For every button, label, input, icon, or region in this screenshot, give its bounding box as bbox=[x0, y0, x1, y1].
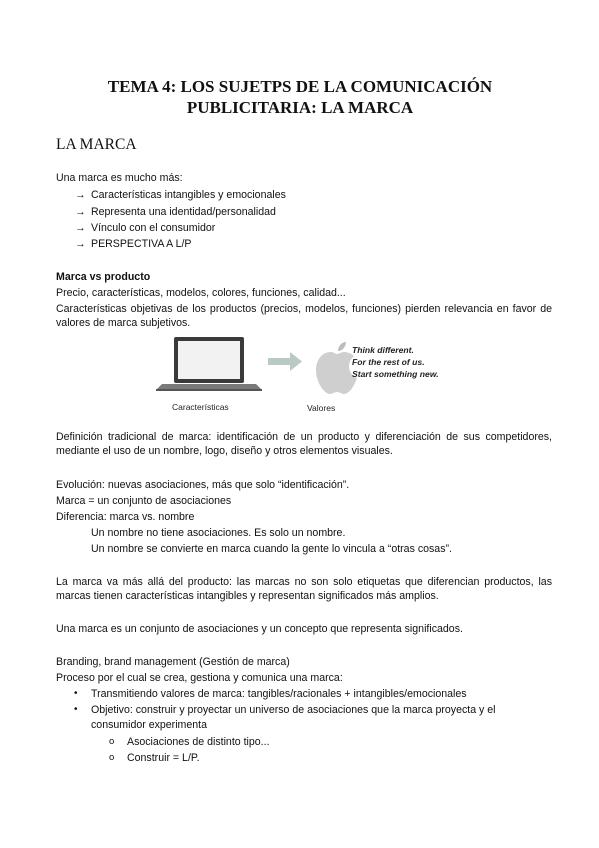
section-heading: LA MARCA bbox=[56, 136, 137, 153]
mas-alla-paragraph: La marca va más allá del producto: las marcas no son solo etiquetas que diferencian productos, las marcas tienen características intangibles y representan significados más amplios. bbox=[56, 576, 552, 602]
evolucion-subline: Un nombre se convierte en marca cuando la gente lo vincula a “otras cosas”. bbox=[91, 543, 452, 555]
branding-bullet: Transmitiendo valores de marca: tangibles/racionales + intangibles/emocionales bbox=[91, 688, 467, 700]
intro-item: Representa una identidad/personalidad bbox=[91, 206, 276, 218]
branding-heading: Branding, brand management (Gestión de marca) bbox=[56, 656, 290, 668]
slogan-line: For the rest of us. bbox=[352, 357, 425, 367]
intro-item: PERSPECTIVA A L/P bbox=[91, 238, 192, 250]
branding-subitem: Construir = L/P. bbox=[127, 752, 200, 764]
intro-item: Vínculo con el consumidor bbox=[91, 222, 216, 234]
conjunto-paragraph: Una marca es un conjunto de asociaciones y un concepto que representa significados. bbox=[56, 623, 463, 635]
slogan-line: Start something new. bbox=[352, 369, 439, 379]
evolucion-line: Diferencia: marca vs. nombre bbox=[56, 511, 195, 523]
bullet-icon: • bbox=[74, 688, 78, 699]
apple-logo-icon bbox=[316, 342, 357, 394]
bullet-icon: • bbox=[74, 704, 78, 715]
branding-bullet-continuation: consumidor experimenta bbox=[91, 719, 207, 731]
apple-slogan bbox=[352, 344, 439, 380]
document-title-line-1: TEMA 4: LOS SUJETPS DE LA COMUNICACIÓN bbox=[107, 77, 493, 96]
figure-label-characteristics: Características bbox=[172, 402, 229, 412]
intro-item: Características intangibles y emocionales bbox=[91, 189, 286, 201]
marca-vs-producto-line: Precio, características, modelos, colores, funciones, calidad... bbox=[56, 287, 346, 299]
marca-vs-producto-heading: Marca vs producto bbox=[56, 271, 151, 283]
evolucion-line: Evolución: nuevas asociaciones, más que solo “identificación”. bbox=[56, 479, 350, 491]
characteristics-vs-values-figure bbox=[150, 332, 460, 416]
slogan-line: Think different. bbox=[352, 345, 414, 355]
sub-bullet-icon: o bbox=[109, 736, 115, 747]
arrow-icon: → bbox=[75, 206, 86, 218]
arrow-right-icon bbox=[268, 352, 302, 371]
arrow-icon: → bbox=[75, 189, 86, 201]
evolucion-subline: Un nombre no tiene asociaciones. Es solo un nombre. bbox=[91, 527, 346, 539]
figure-label-values: Valores bbox=[307, 403, 336, 413]
branding-bullet: Objetivo: construir y proyectar un universo de asociaciones que la marca proyecta y el bbox=[91, 704, 496, 716]
definicion-paragraph: Definición tradicional de marca: identificación de un producto y diferenciación de sus competidores, mediante el uso de un nombre, logo, diseño y otros elementos visuales. bbox=[56, 431, 552, 457]
intro-lead: Una marca es mucho más: bbox=[56, 172, 183, 184]
laptop-icon bbox=[156, 337, 262, 391]
branding-subitem: Asociaciones de distinto tipo... bbox=[127, 736, 270, 748]
marca-vs-producto-paragraph: Características objetivas de los productos (precios, modelos, funciones) pierden relevancia en favor de valores de marca subjetivos. bbox=[56, 303, 552, 329]
arrow-icon: → bbox=[75, 222, 86, 234]
document-title-line-2: PUBLICITARIA: LA MARCA bbox=[186, 98, 414, 117]
sub-bullet-icon: o bbox=[109, 752, 115, 763]
evolucion-line: Marca = un conjunto de asociaciones bbox=[56, 495, 232, 507]
arrow-icon: → bbox=[75, 238, 86, 250]
branding-line: Proceso por el cual se crea, gestiona y comunica una marca: bbox=[56, 672, 343, 684]
